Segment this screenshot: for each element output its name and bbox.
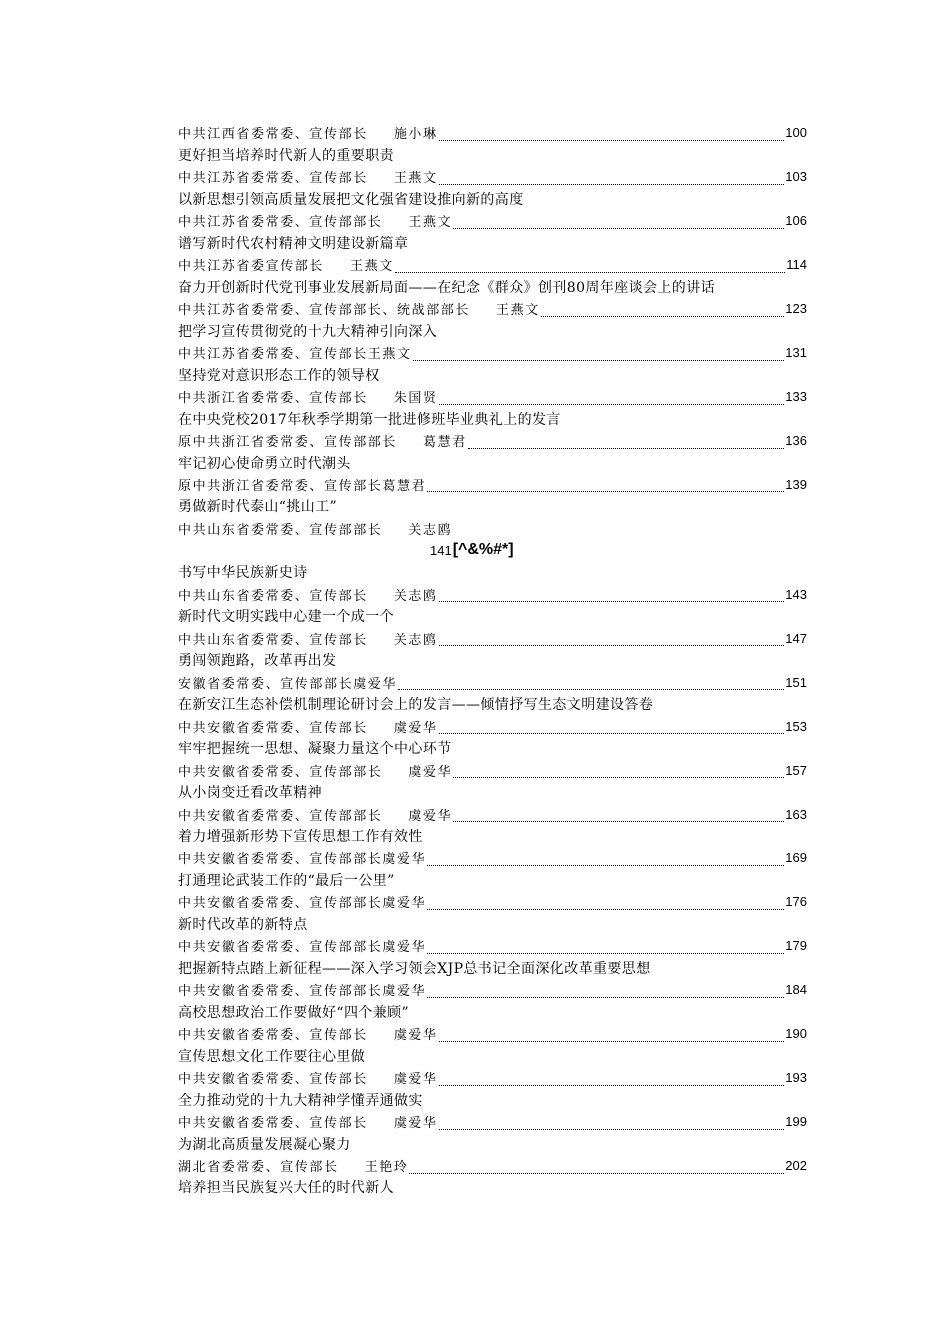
page-number: 176 [785,894,807,910]
author-name: 虞爱华 [393,1072,438,1088]
toc-title[interactable]: 坚持党对意识形态工作的领导权 [178,367,380,384]
page-number: 179 [785,938,807,954]
toc-title[interactable]: 牢记初心使命勇立时代潮头 [178,455,351,472]
toc-entry[interactable] [178,1155,807,1177]
toc-title[interactable]: 以新思想引领高质量发展把文化强省建设推向新的高度 [178,191,524,208]
page-number: 151 [785,674,807,690]
toc-entry[interactable] [178,254,807,276]
author-position: 安徽省委常委、宣传部部长虞爱华 [178,676,398,692]
dot-leader [541,301,784,317]
author-name: 虞爱华 [393,1028,438,1044]
dot-leader [427,938,784,954]
author-position: 中共安徽省委常委、宣传部部长虞爱华 [178,896,427,912]
dot-leader [427,894,784,910]
toc-entry[interactable] [178,166,807,188]
dot-leader [409,1158,784,1174]
dot-leader [439,169,785,185]
page-number: 193 [785,1070,807,1086]
author-position: 中共江苏省委常委、宣传部长王燕文 [178,347,412,363]
author-position: 中共山东省委常委、宣传部长 [178,588,368,604]
toc-title[interactable]: 高校思想政治工作要做好“四个兼顾” [178,1004,410,1021]
stray-page-number: 141 [430,542,452,558]
toc-title[interactable]: 培养担当民族复兴大任的时代新人 [178,1180,394,1197]
dot-leader [439,389,785,405]
author-position: 中共安徽省委常委、宣传部部长虞爱华 [178,940,427,956]
toc-entry[interactable] [178,430,807,452]
page-number: 202 [785,1158,807,1174]
dot-leader [395,257,785,273]
toc-title[interactable]: 勇做新时代泰山“挑山工” [178,499,338,516]
author-name: 虞爱华 [408,764,453,780]
toc-entry[interactable] [178,759,807,781]
toc-entry[interactable] [178,583,807,605]
toc-entry[interactable] [178,386,807,408]
author-name: 王燕文 [496,303,540,319]
toc-entry[interactable] [178,803,807,825]
author-position: 中共江苏省委常委、宣传部长 [178,171,368,187]
dot-leader [439,1026,785,1042]
author-position: 中共山东省委常委、宣传部部长 [178,522,383,538]
table-of-contents [178,122,807,1198]
toc-title[interactable]: 在新安江生态补偿机制理论研讨会上的发言——倾情抒写生态文明建设答卷 [178,697,654,714]
author-name: 王艳玲 [364,1160,409,1176]
toc-entry[interactable] [178,342,807,364]
dot-leader [413,345,785,361]
stray-symbols: [^&%#*] [452,541,514,559]
toc-title[interactable]: 在中央党校2017年秋季学期第一批进修班毕业典礼上的发言 [178,411,561,428]
toc-title[interactable]: 着力增强新形势下宣传思想工作有效性 [178,828,423,845]
dot-leader [398,674,784,690]
author-position: 中共安徽省委常委、宣传部部长 [178,764,383,780]
dot-leader [427,982,784,998]
toc-entry[interactable] [178,847,807,869]
page-number: 143 [785,586,807,602]
dot-leader [439,630,785,646]
author-position: 中共山东省委常委、宣传部长 [178,632,368,648]
page-number: 147 [785,630,807,646]
page-number: 157 [785,762,807,778]
author-name: 关志鸥 [408,522,453,538]
author-name: 王燕文 [393,171,438,187]
toc-title[interactable]: 把学习宣传贯彻党的十九大精神引向深入 [178,323,438,340]
page-number: 184 [785,982,807,998]
page-number: 100 [785,125,807,141]
author-name: 关志鸥 [393,632,438,648]
toc-entry[interactable] [178,979,807,1001]
toc-title[interactable]: 奋力开创新时代党刊事业发展新局面——在纪念《群众》创刊80周年座谈会上的讲话 [178,279,716,296]
dot-leader [427,850,784,866]
page-number: 190 [785,1026,807,1042]
toc-entry[interactable] [178,1111,807,1133]
page-number: 123 [785,301,807,317]
author-name: 葛慧君 [423,435,467,451]
dot-leader [453,762,784,778]
toc-entry[interactable] [178,715,807,737]
author-name: 王燕文 [408,215,453,231]
author-name: 关志鸥 [393,588,438,604]
author-position: 中共安徽省委常委、宣传部部长虞爱华 [178,984,427,1000]
toc-entry[interactable] [178,627,807,649]
author-position: 中共安徽省委常委、宣传部长 [178,1116,368,1132]
page-number: 103 [785,169,807,185]
author-position: 中共江西省委常委、宣传部长 [178,127,368,143]
toc-entry[interactable] [178,1023,807,1045]
dot-leader [453,806,784,822]
page-number: 169 [785,850,807,866]
dot-leader [439,718,785,734]
page-number: 133 [785,389,807,405]
author-position: 中共安徽省委常委、宣传部部长 [178,808,383,824]
author-position: 中共江苏省委常委、宣传部部长 [178,215,383,231]
author-position: 中共浙江省委常委、宣传部长 [178,391,368,407]
author-position: 中共江苏省委宣传部长 [178,259,325,275]
page-number: 136 [785,433,807,449]
dot-leader [439,586,785,602]
dot-leader [439,1070,785,1086]
toc-title[interactable]: 牢牢把握统一思想、凝聚力量这个中心环节 [178,741,452,758]
author-position: 中共江苏省委常委、宣传部部长、统战部部长 [178,303,471,319]
toc-title[interactable]: 谱写新时代农村精神文明建设新篇章 [178,235,409,252]
toc-title[interactable]: 打通理论武装工作的“最后一公里” [178,872,395,889]
toc-title[interactable]: 把握新特点踏上新征程——深入学习领会XJP总书记全面深化改革重要思想 [178,960,651,977]
toc-entry[interactable] [178,122,807,144]
page-number: 139 [785,476,807,492]
toc-title[interactable]: 从小岗变迁看改革精神 [178,785,322,802]
toc-entry[interactable] [178,671,807,693]
author-name: 虞爱华 [393,1116,438,1132]
author-position: 中共安徽省委常委、宣传部长 [178,720,368,736]
toc-title[interactable]: 全力推动党的十九大精神学懂弄通做实 [178,1092,423,1109]
author-name: 虞爱华 [408,808,453,824]
author-position: 原中共浙江省委常委、宣传部部长 [178,435,398,451]
toc-entry[interactable] [178,517,807,539]
page-number: 114 [786,257,807,273]
dot-leader [439,1114,785,1130]
toc-entry[interactable] [178,298,807,320]
toc-title[interactable]: 新时代改革的新特点 [178,916,308,933]
stray-marker [178,539,807,561]
page-number: 199 [785,1114,807,1130]
page-number: 153 [785,718,807,734]
toc-title[interactable]: 宣传思想文化工作要往心里做 [178,1048,366,1065]
author-name: 施小琳 [393,127,438,143]
page-number: 131 [785,345,807,361]
toc-entry[interactable] [178,210,807,232]
page-number: 106 [785,213,807,229]
toc-entry[interactable] [178,891,807,913]
dot-leader [427,476,784,492]
toc-title[interactable]: 更好担当培养时代新人的重要职责 [178,147,394,164]
dot-leader [453,213,784,229]
author-position: 中共安徽省委常委、宣传部部长虞爱华 [178,852,427,868]
toc-title[interactable]: 为湖北高质量发展凝心聚力 [178,1136,351,1153]
author-position: 湖北省委常委、宣传部长 [178,1160,339,1176]
toc-entry[interactable] [178,1067,807,1089]
dot-leader [468,433,784,449]
toc-title[interactable]: 书写中华民族新史诗 [178,565,308,582]
toc-title[interactable]: 勇闯领跑路，改革再出发 [178,653,337,670]
toc-entry[interactable] [178,935,807,957]
author-name: 朱国贤 [393,391,438,407]
dot-leader [439,125,785,141]
author-name: 虞爱华 [393,720,438,736]
toc-title[interactable]: 新时代文明实践中心建一个成一个 [178,609,394,626]
author-position: 中共安徽省委常委、宣传部长 [178,1028,368,1044]
toc-entry[interactable] [178,474,807,496]
author-name: 王燕文 [350,259,394,275]
page-number: 163 [785,806,807,822]
author-position: 中共安徽省委常委、宣传部长 [178,1072,368,1088]
author-position: 原中共浙江省委常委、宣传部长葛慧君 [178,478,427,494]
